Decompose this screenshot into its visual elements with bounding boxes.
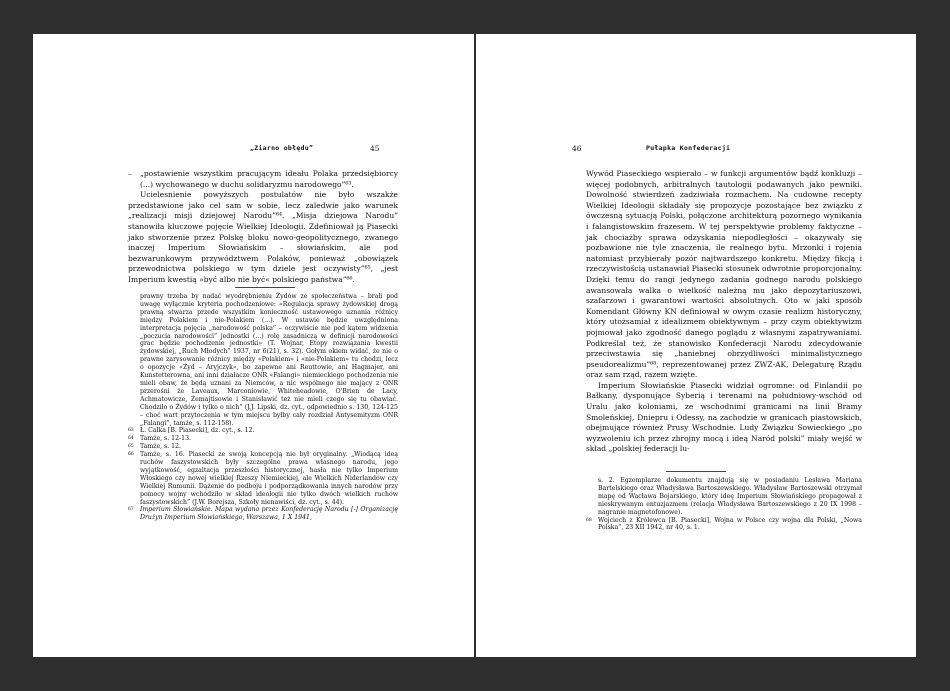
footnote-number: 65 [128, 444, 134, 450]
footnote-text: Imperium Słowiańskie. Mapa wydana przez Konfederację Narodu [-] Organizację Drużyn Imperium Słowiańskiego, Warszawa, 1 X 1941, [140, 506, 398, 522]
page-number: 45 [370, 144, 380, 153]
footnote-text: Tamże, s. 12-13. [140, 435, 191, 443]
running-head: „Ziarno obłędu” [250, 144, 314, 152]
footnote-number: 66 [128, 452, 134, 458]
footnote-number: 64 [128, 436, 134, 442]
footnote [128, 506, 398, 522]
left-page [33, 34, 474, 657]
footnote-number: 67 [128, 507, 134, 513]
footnote-text: Tamże, s. 16. Piasecki ze swoją koncepcją nie był oryginalny. „Wiodącą ideą ruchów faszystowskich były szczególne prawa własnego narodu, jego wyjątkowość, egzaltacja przeszłości historycznej, hasła nie tylko Imperium Włoskiego czy nowej wielkiej Rzeszy Niemieckiej, ale Wielkich Niderlandów czy Wielkiej Rumunii. Dążenie do podboju i podporządkowania innych narodów przy pomocy wojny wchódziło w skład ideologii nie tylko dwóch wielkich ruchów faszystowskich” (J.W. Borejsza, Szkoły nienawiści, dz. cyt., s. 44). [140, 451, 398, 506]
paragraph: Wywód Piaseckiego wspierało – w funkcji argumentów bądź konkluzji – więcej podobnych, arbitralnych tautologii podawanych jako pewniki. Dowolność stwierdzeń zadziwiała rozmachem. Na cudowne recepty Wielkiej Ideologii składały się propozycje pozostające bez związku z ówczesną sytuacją Polski, połączone architekturą pozornego wynikania i falangistowskim frazesem. W tej perspektywie problemy faktyczne – jak chociażby sprawa odzyskania niepodległości – okazywały się pozbawione nie tyle znaczenia, ile realnego bytu. Mrzonki i rojenia natomiast przybierały pozór najtwardszego konkretu. Między fikcją i rzeczywistością ustanawiał Piasecki stosunek odwrotnie proporcjonalny. Dzięki temu do rangi jedynego zadania godnego narodu polskiego awansowała walka o wielkość należną mu jako depozytariuszowi, szafarzowi i gwarantowi wartości absolutnych. Oto w jaki sposób Komendant Główny KN definiował w owym czasie realizm historyczny, który utożsamiał z idealizmem obiektywnym – przy czym obiektywizm pojmował jako zgodność danego poglądu z własnymi zapatrywaniami. Podkreślał też, że stanowisko Konfederacji Narodu zdecydowanie przeciwstawia się „haniebnej obrzydliwości minimalistycznego pseudorealizmu”⁶⁸, reprezentowanej przez ZWZ-AK, Delegaturę Rządu oraz sam rząd, razem wzięte. [586, 169, 862, 380]
footnote [128, 451, 398, 506]
paragraph: Ucielesnienie powyższych postulatów nie było wszakże przedstawione jako cel sam w sobie, lecz zaledwie jako warunek „realizacji misji dziejowej Narodu”⁶⁴. „Misja dziejowa Narodu” stanowiła kluczowe pojęcie Wielkiej Ideologii. Zdefiniował ją Piasecki jako stworzenie przez Polskę bloku nowo-geopolitycznego, zwanego inaczej Imperium Słowiańskim – słowiańskim, ale pod bezwarunkowym przywództwem Polaków, ponieważ „obowiązek przewodnictwa polskiego w tym dziele jest oczywisty”⁶⁵, „jest Imperium kwestią »być albo nie być« polskiego państwa”⁶⁶. [128, 190, 398, 284]
footnote-text: Tamże, s. 12. [140, 443, 182, 451]
footnote-number: 63 [128, 428, 134, 434]
footnote [586, 517, 862, 533]
body-text [586, 169, 862, 455]
footnote-rule [235, 287, 295, 288]
footnote-text: Ł. Całka [B. Piasecki], dz. cyt., s. 12. [140, 427, 255, 435]
footnote-rule [666, 471, 726, 472]
running-head: Pułapka Konfederacji [646, 144, 731, 152]
footnote [128, 427, 398, 435]
right-page [476, 34, 916, 657]
quote-text: „postawienie wszystkim pracującym ideału Polaka przedsiębiorcy (...) wychowanego w duchu solidaryzmu narodowego”⁶³. [140, 169, 398, 189]
quote-list-item: – „postawienie wszystkim pracującym ideału Polaka przedsiębiorcy (...) wychowanego w duchu solidaryzmu narodowego”⁶³. [128, 169, 398, 189]
footnotes [128, 293, 398, 522]
paragraph: Imperium Słowiańskie Piasecki widział ogromne: od Finlandii po Bałkany, dysponujące Syberią i terenami na południowy-wschód od Uralu jako koloniami, ze wschodnimi granicami na linii Bramy Smoleńskiej, Dniepru i Odessy, na zachodzie w granicach piastowskich, obejmujące również Prusy Wschodnie. Ludy Związku Sowieckiego „po wyzwoleniu ich przez zbrojny mocą i ideą Naród polski” miały wejść w skład „polskiej federacji lu- [586, 380, 862, 454]
body-text [128, 169, 398, 286]
footnote-continued: prawny trzeba by nadać wyodrębnieniu Żydów ze społeczeństwa – brałi pod uwagę wyłącznie kryteria pochodzeniowe: «Regulacja sprawy żydowskiej drogą prawną stwarza przede wszystkim konieczność ustawowego uznania różnicy między Polakiem i nie-Polakiem (...). W ustawie będzie uwzględniona interpretacja pojęcia „narodowość polska” – oczywiście nie pod kątem widzenia „poczucia narodowości” jednostki (...) rolę zasadniczą w definicji narodowości grac będzie pochodzenie jednostki» (T. Wojnar, Etopy rozwiązania kwestii żydowskiej, „Ruch Młodych” 1937, nr 6(21), s. 32). Gołym okiem widać, że nie o prawne zarysowanie różnicy między «Polakiem» i «nie-Polakiem» tu chodzi, lecz o opozycje «Żyd – Aryjczyk», bo zapewne ani Reuttowie, ani Hagmajer, ani Kunstetterowna, ani inni działacze ONR «Falangi» niemieckiego pochodzenia nie mieli obaw, że będą uznani za Niemców, a nic wspólnego nie mający z ONR przerośni że Laveaux, Marconiowie, Whiteheadowie, O'Brien de Lacy, Achmatowicze, Żemajtisowie i Stanisławić też nie mieli czego się tu obawiać. Chodziło o Żydów i tylko o nich” (J.J. Lipski, dz. cyt., odpowiednio s. 130, 124-125 – choć wart przytoczenia w tym miejscu byłby cały rozdział Antysemityzm ONR „Falangi”, tamże, s. 112-158). [140, 293, 398, 427]
footnote [128, 443, 398, 451]
footnote-text: Wojciech z Królewca [B. Piasecki], Wojna w Polsce czy wojna dla Polski, „Nowa Polska”, 23 XII 1942, nr 40, s. 1. [598, 516, 862, 532]
page-number: 46 [572, 144, 582, 153]
footnote [128, 435, 398, 443]
footnotes [586, 477, 862, 532]
footnote-number: 68 [586, 517, 592, 523]
footnote-continued: s. 2. Egzemplarze dokumentu znajdują się w posiadaniu Lesława Mariana Bartelskiego oraz Władysława Bartoszewskiego. Władysław Bartoszewski otrzymał mapę od Wacława Bojarskiego, który ideę Imperium Słowiańskiego propagował z nieskrywanym entuzjazmem (relacja Władysława Bartoszewskiego z 20 IX 1998 – nagranie magnetofonowe). [598, 477, 862, 516]
